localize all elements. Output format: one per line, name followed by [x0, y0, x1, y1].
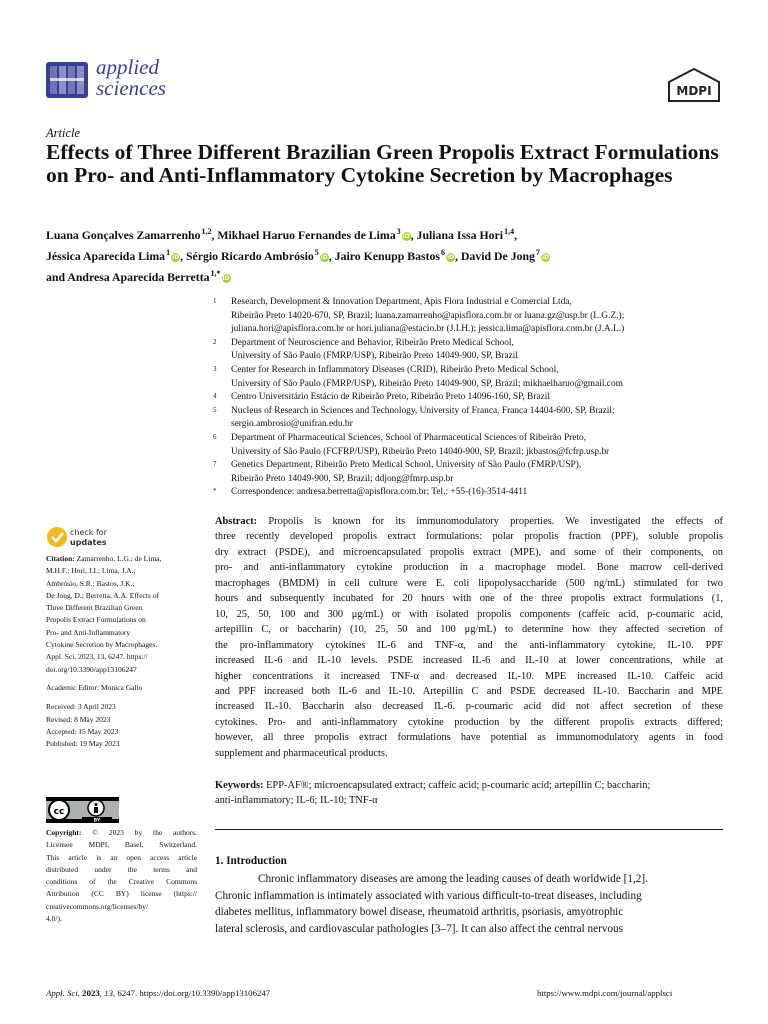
keywords-label: Keywords:: [215, 780, 264, 791]
author-name: Luana Gonçalves Zamarrenho: [46, 228, 201, 242]
intro-line: Chronic inflammation is intimately associated with various difficult-to-treat diseases, including: [215, 889, 642, 902]
affiliation-item: [213, 405, 733, 432]
abstract-line: [215, 529, 723, 544]
copyright-text: creativecommons.org/licenses/by/: [46, 901, 149, 911]
affiliation-number: 1: [213, 297, 217, 305]
copyright-label: Copyright:: [46, 828, 82, 837]
journal-logo-icon: [46, 60, 88, 100]
affiliation-text: [231, 391, 733, 405]
copyright-line: [46, 876, 197, 888]
affiliation-number: 3: [213, 364, 217, 373]
affiliations: [213, 296, 733, 500]
affiliation-line: sergio.ambrosio@unifran.edu.br: [231, 419, 353, 430]
citation-line: [46, 590, 196, 602]
affiliation-line: Department of Neuroscience and Behavior, Ribeirão Preto Medical School,: [231, 337, 514, 348]
author-name: ,: [514, 228, 518, 242]
publisher-name: MDPI: [676, 84, 712, 98]
affiliation-line: Ribeirão Preto 14020-670, SP, Brazil; luana.zamarrenho@apisflora.com.br or luana.gz@usp.br (L.G.Z.);: [231, 310, 625, 321]
citation-text: M.H.F.; Hori, J.I.; Lima, J.A.;: [46, 566, 136, 576]
abstract-line: [215, 514, 723, 529]
affiliation-line: Correspondence: andresa.berretta@apisflora.com.br; Tel.: +55-(16)-3514-4411: [231, 487, 528, 498]
abstract-text: dry extract (PSDE), and microencapsulated propolis extract (MPE), and some of their components, on: [215, 546, 723, 558]
citation-line: [46, 627, 196, 639]
author-name: Jéssica Aparecida Lima: [46, 249, 166, 263]
affiliation-text: [231, 405, 733, 432]
abstract-text: three recently developed propolis extract formulations: polar propolis fraction (PPF), soluble propolis: [215, 531, 723, 543]
abstract-line: [215, 622, 723, 637]
keywords-line: [215, 778, 723, 793]
copyright-text: Licensee MDPI, Basel, Switzerland.: [46, 840, 197, 850]
article-sidebar: [46, 553, 196, 750]
abstract-line: [215, 730, 723, 745]
author-line: [46, 223, 726, 244]
journal-name-line1: applied: [96, 55, 159, 79]
author-line: [46, 265, 726, 286]
affiliation-item: [213, 337, 733, 364]
journal-name: [96, 57, 166, 99]
affiliation-line: Department of Pharmaceutical Sciences, School of Pharmaceutical Sciences of Ribeirão Preto,: [231, 432, 587, 443]
abstract-text: macrophages (BMDM) in cell culture were E. coli lipopolysaccharide (500 ng/mL) stimulated for two: [215, 577, 723, 589]
citation-text: Three Different Brazilian Green: [46, 603, 143, 613]
copyright-line: [46, 864, 197, 876]
copyright-line: [46, 901, 197, 913]
affiliation-number: 4: [213, 392, 217, 401]
copyright-text: © 2023 by the authors.: [81, 828, 197, 837]
abstract-text: higher concentrations it increased TNF-α and decreased IL-10. MPE increased IL-10. Caffeic acid: [215, 670, 723, 682]
abstract-label: Abstract:: [215, 516, 258, 527]
affiliation-item: [213, 296, 733, 337]
affiliation-line: Genetics Department, Ribeirão Preto Medical School, University of São Paulo (FMRP/USP),: [231, 460, 582, 471]
copyright-notice: [46, 827, 197, 925]
affiliation-line: juliana.hori@apisflora.com.br or hori.juliana@estacio.br (J.I.H.); jessica.lima@apisflora.com.br (J.A.L.): [231, 324, 625, 335]
academic-editor: Academic Editor: Monica Gallo: [46, 683, 143, 693]
abstract-text: supplement and pharmaceutical products.: [215, 747, 388, 759]
abstract: [215, 514, 723, 761]
citation-text: Pro- and Anti-Inflammatory: [46, 627, 131, 637]
copyright-line: [46, 839, 197, 851]
citation-line: [46, 651, 196, 663]
cc-badge-label: BY: [93, 818, 101, 823]
affiliation-line: Center for Research in Inflammatory Diseases (CRID), Ribeirão Preto Medical School,: [231, 364, 559, 375]
author-affiliation-marker: 1,*: [210, 269, 221, 278]
cc-by-license-icon[interactable]: [46, 797, 119, 823]
keywords-text: EPP-AF®; microencapsulated extract; caffeic acid; p-coumaric acid; artepillin C; baccharin;: [263, 780, 651, 791]
intro-line: lateral sclerosis, and cardiovascular pathologies [3–7]. It can also affect the central nervous: [215, 922, 623, 935]
affiliation-item: [213, 459, 733, 486]
copyright-line: [46, 913, 197, 925]
article-date: Accepted: 15 May 2023: [46, 726, 119, 736]
abstract-line: [215, 591, 723, 606]
journal-name-line2: sciences: [96, 76, 166, 100]
author-line: [46, 244, 726, 265]
citation-text: Ambrósio, S.R.; Bastos, J.K.;: [46, 578, 135, 588]
svg-text:cc: cc: [53, 807, 65, 817]
author-name: , Sérgio Ricardo Ambrósio: [180, 249, 314, 263]
copyright-text: 4.0/).: [46, 914, 62, 924]
abstract-text: the pro-inflammatory cytokines IL-6 and TNF-α, and the anti-inflammatory cytokine, IL-10. PPF: [215, 639, 723, 651]
citation-text[interactable]: Appl. Sci. 2023, 13, 6247. https://: [46, 652, 148, 662]
author-name: , Mikhael Haruo Fernandes de Lima: [211, 228, 396, 242]
copyright-line: [46, 852, 197, 864]
affiliation-line: University of São Paulo (FCFRP/USP), Ribeirão Preto 14040-900, SP, Brazil; jkbastos@fcfrp.usp.br: [231, 446, 610, 457]
affiliation-text: [231, 364, 733, 391]
author-affiliation-marker: 1: [166, 248, 171, 257]
orcid-icon[interactable]: iD: [222, 275, 230, 282]
citation-line: [46, 565, 196, 577]
affiliation-item: [213, 486, 733, 500]
copyright-text: This article is an open access article: [46, 852, 197, 862]
citation-text: Cytokine Secretion by Macrophages.: [46, 640, 158, 650]
check-for-updates-icon[interactable]: [46, 525, 146, 549]
abstract-line: [215, 560, 723, 575]
abstract-text: Propolis is known for its immunomodulatory properties. We investigated the effects of: [257, 516, 723, 527]
affiliation-number: 7: [213, 460, 217, 469]
keywords: [215, 778, 723, 809]
abstract-text: increased IL-10. Baccharin also decreased IL-6. p-coumaric acid did not affect secretion of these: [215, 701, 723, 713]
author-list: [46, 223, 726, 286]
abstract-line: [215, 699, 723, 714]
affiliation-line: University of São Paulo (FMRP/USP), Ribeirão Preto 14049-900, SP, Brazil: [231, 351, 518, 362]
footer-doi[interactable]: , 6247. https://doi.org/10.3390/app13106247: [112, 988, 271, 998]
keywords-text: anti-inflammatory; IL-6; IL-10; TNF-α: [215, 795, 378, 807]
article-date: Received: 3 April 2023: [46, 702, 116, 712]
orcid-icon[interactable]: iD: [541, 254, 549, 261]
abstract-line: [215, 746, 723, 761]
copyright-text: conditions of the Creative Commons: [46, 877, 197, 887]
abstract-line: [215, 669, 723, 684]
citation-text: Propolis Extract Formulations on: [46, 615, 146, 625]
section-heading: 1. Introduction: [215, 855, 287, 867]
footer-citation: Appl. Sci. 2023, 13, 6247. https://doi.org/10.3390/app13106247: [46, 988, 271, 998]
affiliation-item: [213, 391, 733, 405]
author-affiliation-marker: 7: [535, 248, 540, 257]
citation-line: [46, 553, 196, 565]
author-affiliation-marker: 1,4: [504, 227, 515, 236]
abstract-text: cytokines. Pro- and anti-inflammatory cytokine production by the different propolis extracts differed;: [215, 716, 723, 728]
affiliation-line: Ribeirão Preto 14049-900, SP, Brazil; ddjong@fmrp.usp.br: [231, 473, 454, 484]
abstract-text: and PPF increased both IL-6 and IL-10. Artepillin C and PSDE decreased IL-10. Baccharin and MPE: [215, 685, 723, 697]
abstract-text: pro- and anti-inflammatory cytokine production in a macrophage model. Bone marrow cell-derived: [215, 562, 723, 574]
citation-line: [46, 614, 196, 626]
abstract-line: [215, 545, 723, 560]
author-name: , Juliana Issa Hori: [410, 228, 504, 242]
abstract-text: increased IL-6 and IL-10 levels. PSDE increased IL-6 and IL-10 at lower concentrations, while at: [215, 655, 723, 667]
citation-text[interactable]: doi.org/10.3390/app13106247: [46, 664, 137, 674]
article-date: Published: 19 May 2023: [46, 739, 120, 749]
affiliation-line: Centro Universitário Estácio de Ribeirão Preto, Ribeirão Preto 14096-160, SP, Brazil: [231, 392, 550, 403]
copyright-text: Attribution (CC BY) license (https://: [46, 889, 197, 899]
abstract-line: [215, 653, 723, 668]
article-title: Effects of Three Different Brazilian Green Propolis Extract Formulations on Pro- and Anti-Inflammatory Cytokine Secretion by Macrophages: [46, 140, 719, 187]
affiliation-text: [231, 459, 733, 486]
affiliation-item: [213, 432, 733, 459]
intro-line: Chronic inflammatory diseases are among the leading causes of death worldwide [1,2].: [258, 873, 648, 885]
citation-text: De Jong, D.; Berretta, A.A. Effects of: [46, 590, 159, 600]
orcid-icon[interactable]: iD: [320, 254, 328, 261]
abstract-text: artepillin C, or baccharin) (10, 25, 50 and 100 μg/mL) to determine how they affected secretion of: [215, 624, 723, 636]
affiliation-number: 2: [213, 337, 217, 346]
mdpi-logo-icon: [667, 68, 721, 102]
citation-label: Citation:: [46, 554, 75, 563]
affiliation-number: 5: [213, 405, 217, 414]
copyright-line: [46, 827, 197, 839]
abstract-line: [215, 715, 723, 730]
check-updates-line1: check for: [70, 528, 107, 537]
author-name: , Jairo Kenupp Bastos: [328, 249, 440, 263]
affiliation-text: [231, 337, 733, 364]
introduction-text: [215, 871, 723, 937]
abstract-line: [215, 638, 723, 653]
affiliation-item: [213, 364, 733, 391]
affiliation-line: Research, Development & Innovation Department, Apis Flora Industrial e Comercial Ltda,: [231, 297, 572, 307]
author-affiliation-marker: 5: [314, 248, 319, 257]
citation-line: [46, 639, 196, 651]
copyright-line: [46, 888, 197, 900]
abstract-text: hours and subsequently incubated for 20 hours with one of the three propolis extract formulations (1,: [215, 593, 723, 605]
abstract-line: [215, 576, 723, 591]
orcid-icon[interactable]: iD: [446, 254, 455, 261]
keywords-line: [215, 793, 723, 808]
affiliation-number: *: [213, 487, 217, 496]
abstract-text: however, all three propolis extract formulations have potential as immunomodulatory agents in food: [215, 732, 723, 744]
section-divider: [215, 829, 723, 830]
footer-volume: 13: [104, 988, 113, 998]
author-affiliation-marker: 1,2: [201, 227, 212, 236]
affiliation-line: Nucleus of Research in Sciences and Technology, University of Franca, Franca 14404-600, SP, Brazil;: [231, 405, 615, 416]
article-type: Article: [46, 126, 81, 140]
affiliation-text: [231, 486, 733, 500]
author-name: , David De Jong: [455, 249, 535, 263]
footer-year: 2023: [82, 988, 100, 998]
abstract-line: [215, 607, 723, 622]
author-affiliation-marker: 6: [441, 248, 445, 257]
abstract-line: [215, 684, 723, 699]
footer-journal-url[interactable]: https://www.mdpi.com/journal/applsci: [537, 988, 673, 998]
intro-line: diabetes mellitus, inflammatory bowel disease, rheumatoid arthritis, psoriasis, amyotrophic: [215, 906, 624, 918]
author-affiliation-marker: 3: [396, 227, 401, 236]
orcid-icon[interactable]: iD: [172, 254, 180, 261]
affiliation-line: University of São Paulo (FMRP/USP), Ribeirão Preto 14049-900, SP, Brazil; mikhaelharuo@gmail.com: [231, 378, 623, 389]
check-updates-line2: updates: [70, 538, 107, 547]
footer-journal: Appl. Sci.: [46, 988, 80, 998]
affiliation-text: [231, 296, 733, 337]
abstract-text: 10, 25, 50, 100 and 300 μg/mL) or with isolated propolis components (caffeic acid, p-coumaric acid,: [215, 608, 723, 620]
affiliation-number: 6: [213, 432, 217, 441]
orcid-icon[interactable]: iD: [402, 233, 410, 240]
citation-line: [46, 602, 196, 614]
article-date: Revised: 8 May 2023: [46, 714, 111, 724]
citation-line: [46, 578, 196, 590]
citation-text: Zamarrenho, L.G.; de Lima,: [74, 554, 162, 563]
copyright-text: distributed under the terms and: [46, 864, 197, 874]
author-name: and Andresa Aparecida Berretta: [46, 270, 210, 284]
affiliation-text: [231, 432, 733, 459]
citation-line: [46, 664, 196, 676]
